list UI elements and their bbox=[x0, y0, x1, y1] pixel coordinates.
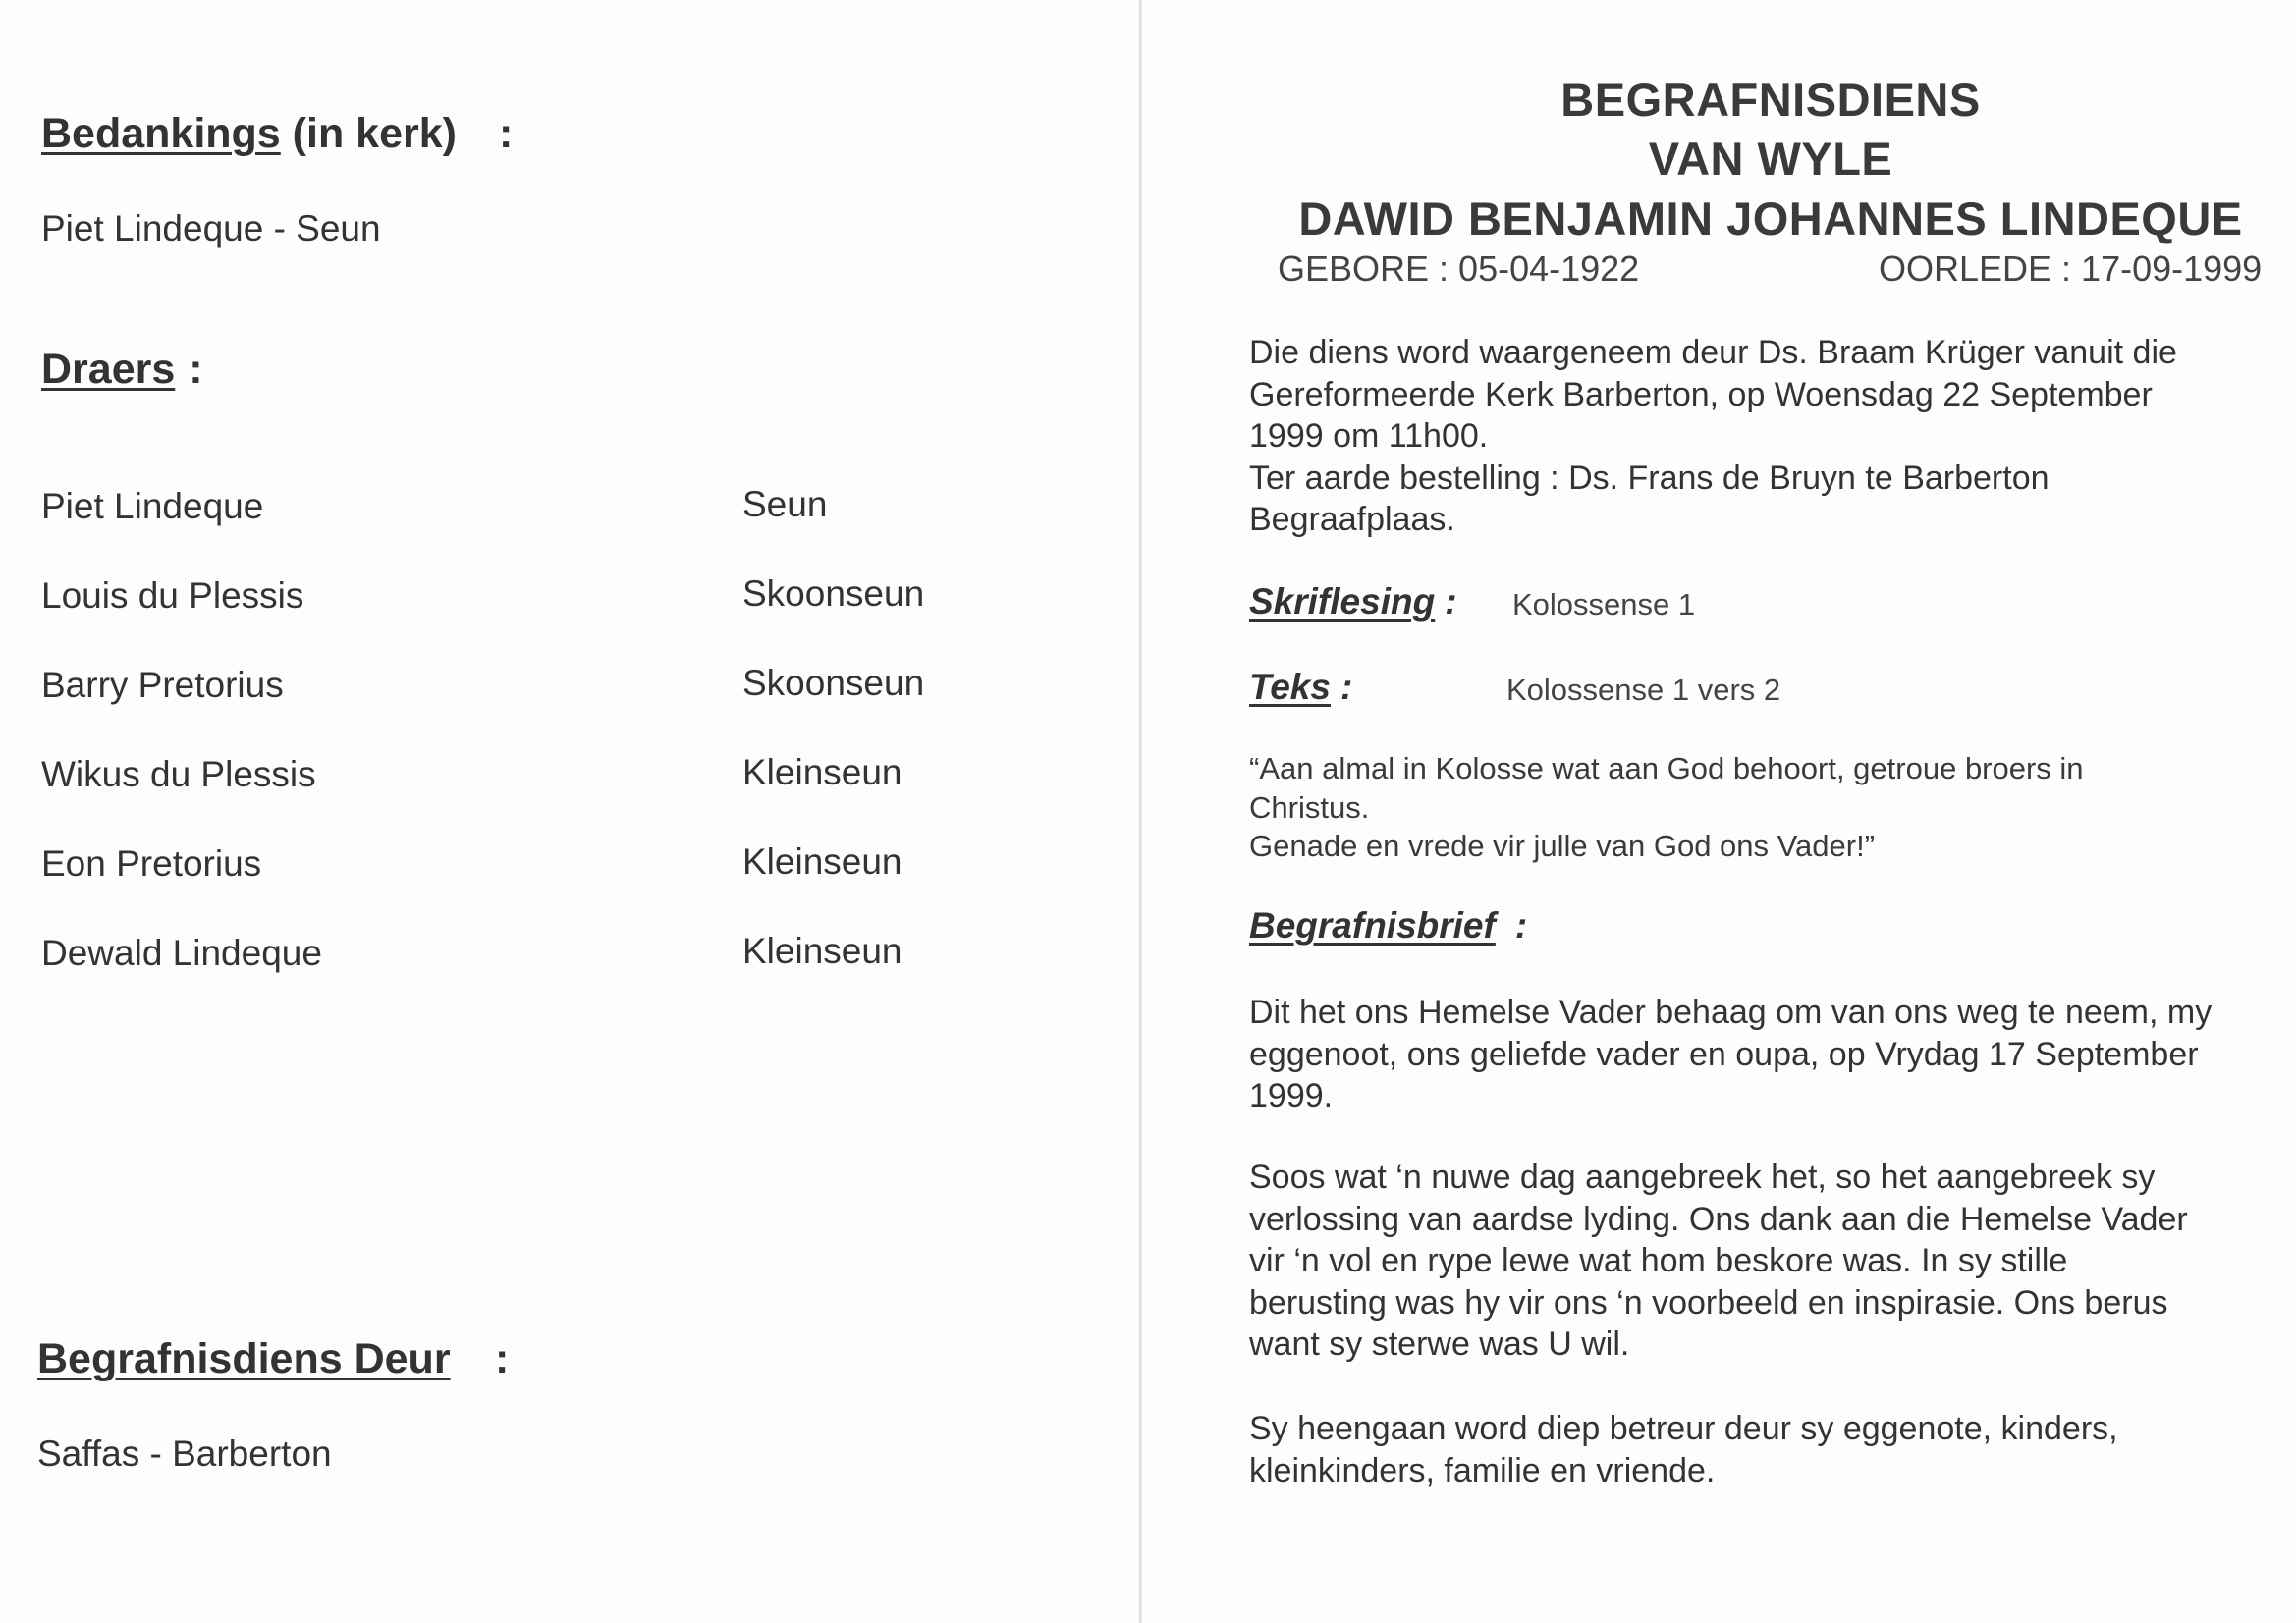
draers-heading bbox=[41, 346, 203, 394]
title-line-1: BEGRAFNISDIENS bbox=[1560, 74, 1981, 126]
draer-name: Barry Pretorius bbox=[41, 665, 284, 705]
begrafnisbrief-colon: : bbox=[1514, 905, 1528, 946]
skriflesing-value: Kolossense 1 bbox=[1512, 587, 1696, 622]
draer-name: Dewald Lindeque bbox=[41, 933, 322, 973]
begrafnisbrief-heading bbox=[1249, 905, 1527, 947]
draer-relation: Kleinseun bbox=[742, 841, 902, 882]
teks-value: Kolossense 1 vers 2 bbox=[1506, 673, 1781, 707]
begrafnisdiens-deur-text: Saffas - Barberton bbox=[37, 1434, 332, 1474]
birth-date: GEBORE : 05-04-1922 bbox=[1278, 248, 1640, 289]
teks-colon: : bbox=[1339, 667, 1353, 707]
bedankings-colon: : bbox=[499, 110, 514, 157]
draer-relation: Kleinseun bbox=[742, 752, 902, 792]
draer-relation: Skoonseun bbox=[742, 663, 925, 703]
draer-relation: Seun bbox=[742, 484, 828, 524]
begrafnisdiens-deur-heading-label: Begrafnisdiens Deur bbox=[37, 1335, 451, 1382]
brief-paragraph: Soos wat ‘n nuwe dag aangebreek het, so het aangebreek sy verlossing van aardse lyding. Ons dank aan die Hemelse Vader vir ‘n vol en rype lewe wat hom beskore was. In sy stille berusting was hy vir ons ‘n voorbeeld en inspirasie. Ons berus want sy sterwe was U wil. bbox=[1249, 1159, 2188, 1363]
draer-relation: Skoonseun bbox=[742, 573, 925, 614]
skriflesing-colon: : bbox=[1445, 581, 1457, 622]
brief-paragraph: Sy heengaan word diep betreur deur sy eggenote, kinders, kleinkinders, familie en vriende. bbox=[1249, 1410, 2118, 1489]
skriflesing-label: Skriflesing bbox=[1249, 581, 1436, 622]
draer-name: Piet Lindeque bbox=[41, 486, 264, 526]
brief-paragraph: Dit het ons Hemelse Vader behaag om van ons weg te neem, my eggenoot, ons geliefde vader en oupa, op Vrydag 17 September 1999. bbox=[1249, 994, 2213, 1114]
scripture-quote: “Aan almal in Kolosse wat aan God behoort, getroue broers in Christus. Genade en vrede vir julle van God ons Vader!” bbox=[1249, 751, 2084, 863]
begrafnisdiens-deur-heading bbox=[37, 1335, 451, 1383]
teks-heading bbox=[1249, 667, 1352, 708]
skriflesing-heading bbox=[1249, 581, 1457, 622]
page-fold bbox=[1139, 0, 1142, 1623]
bedankings-heading-label: Bedankings bbox=[41, 110, 281, 157]
draer-name: Wikus du Plessis bbox=[41, 754, 316, 794]
title-line-3: DAWID BENJAMIN JOHANNES LINDEQUE bbox=[1298, 192, 2243, 244]
draers-heading-colon: : bbox=[189, 346, 203, 393]
draer-name: Eon Pretorius bbox=[41, 843, 262, 884]
teks-label: Teks bbox=[1249, 667, 1331, 707]
death-date: OORLEDE : 17-09-1999 bbox=[1879, 248, 2263, 289]
begrafnisbrief-label: Begrafnisbrief bbox=[1249, 905, 1496, 946]
service-details: Die diens word waargeneem deur Ds. Braam Krüger vanuit die Gereformeerde Kerk Barberton, op Woensdag 22 September 1999 om 11h00. Ter aarde bestelling : Ds. Frans de Bruyn te Barberton Begraafplaas. bbox=[1249, 334, 2177, 538]
draers-heading-label: Draers bbox=[41, 346, 176, 393]
begrafnisdiens-deur-colon: : bbox=[495, 1335, 510, 1382]
title-line-2: VAN WYLE bbox=[1648, 133, 1893, 185]
bedankings-heading bbox=[41, 110, 457, 158]
bedankings-text: Piet Lindeque - Seun bbox=[41, 208, 381, 248]
bedankings-heading-suffix: (in kerk) bbox=[280, 110, 457, 157]
draer-relation: Kleinseun bbox=[742, 931, 902, 971]
draer-name: Louis du Plessis bbox=[41, 575, 304, 616]
